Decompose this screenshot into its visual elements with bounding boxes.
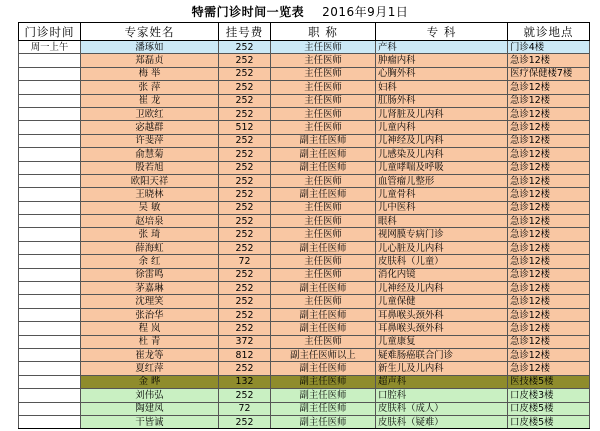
session-time-cell[interactable] [19,415,81,428]
title-cell[interactable]: 主任医师 [271,67,376,80]
expert-name-cell[interactable]: 潘琢如 [81,41,219,54]
fee-cell[interactable]: 72 [219,402,271,415]
table-row [19,308,590,321]
table-row [19,241,590,254]
location-cell[interactable]: 急诊12楼 [508,54,590,67]
expert-name-cell[interactable]: 殷若旭 [81,161,219,174]
location-cell[interactable]: 急诊12楼 [508,322,590,335]
table-row [19,348,590,361]
location-cell[interactable]: 急诊12楼 [508,81,590,94]
fee-cell[interactable]: 252 [219,282,271,295]
fee-cell[interactable]: 252 [219,241,271,254]
sheet-title-main: 特需门诊时间一览表 [191,4,305,19]
specialty-cell[interactable]: 视网膜专病门诊 [376,228,508,241]
table-row [19,107,590,120]
expert-name-cell[interactable]: 茅嘉琳 [81,282,219,295]
location-cell[interactable]: 急诊12楼 [508,107,590,120]
session-time-cell[interactable] [19,81,81,94]
table-row [19,67,590,80]
specialty-cell[interactable]: 儿童康复 [376,335,508,348]
table-row [19,255,590,268]
expert-name-cell[interactable]: 刘伟弘 [81,389,219,402]
expert-name-cell[interactable]: 郑磊贞 [81,54,219,67]
fee-cell[interactable]: 252 [219,54,271,67]
location-cell[interactable]: 急诊12楼 [508,335,590,348]
header-name[interactable]: 专家姓名 [81,23,219,41]
fee-cell[interactable]: 252 [219,215,271,228]
title-cell[interactable]: 副主任医师 [271,362,376,375]
specialty-cell[interactable]: 肿瘤内科 [376,54,508,67]
expert-name-cell[interactable]: 干皆诚 [81,415,219,428]
table-row [19,268,590,281]
header-time[interactable]: 门诊时间 [19,23,81,41]
fee-cell[interactable]: 252 [219,415,271,428]
fee-cell[interactable]: 252 [219,362,271,375]
specialty-cell[interactable]: 疑难肠癌联合门诊 [376,348,508,361]
location-cell[interactable]: 急诊12楼 [508,362,590,375]
expert-name-cell[interactable]: 金 晔 [81,375,219,388]
location-cell[interactable]: 急诊12楼 [508,348,590,361]
session-time-cell[interactable] [19,94,81,107]
expert-name-cell[interactable]: 徐雷鸣 [81,268,219,281]
expert-name-cell[interactable]: 张 萍 [81,81,219,94]
fee-cell[interactable]: 252 [219,134,271,147]
title-cell[interactable]: 副主任医师 [271,241,376,254]
title-cell[interactable]: 主任医师 [271,335,376,348]
title-cell[interactable]: 副主任医师 [271,375,376,388]
fee-cell[interactable]: 252 [219,148,271,161]
fee-cell[interactable]: 252 [219,228,271,241]
location-cell[interactable]: 医技楼5楼 [508,375,590,388]
location-cell[interactable]: 急诊12楼 [508,241,590,254]
specialty-cell[interactable]: 儿神经及儿内科 [376,134,508,147]
expert-name-cell[interactable]: 宓越群 [81,121,219,134]
title-cell[interactable]: 主任医师 [271,107,376,120]
session-time-cell[interactable] [19,67,81,80]
fee-cell[interactable]: 252 [219,174,271,187]
expert-name-cell[interactable]: 沈理笑 [81,295,219,308]
table-row [19,295,590,308]
expert-name-cell[interactable]: 余 红 [81,255,219,268]
specialty-cell[interactable]: 妇科 [376,81,508,94]
fee-cell[interactable]: 812 [219,348,271,361]
fee-cell[interactable]: 372 [219,335,271,348]
fee-cell[interactable]: 252 [219,188,271,201]
session-time-cell[interactable]: 周一上午 [19,41,81,54]
session-time-cell[interactable] [19,188,81,201]
expert-name-cell[interactable]: 夏红萍 [81,362,219,375]
location-cell[interactable]: 医疗保健楼7楼 [508,67,590,80]
session-time-cell[interactable] [19,268,81,281]
title-cell[interactable]: 主任医师 [271,228,376,241]
session-time-cell[interactable] [19,402,81,415]
title-cell[interactable]: 副主任医师 [271,148,376,161]
title-cell[interactable]: 副主任医师 [271,415,376,428]
specialty-cell[interactable]: 口腔科 [376,389,508,402]
header-fee[interactable]: 挂号费 [219,23,271,41]
session-time-cell[interactable] [19,121,81,134]
specialty-cell[interactable]: 儿童内科 [376,121,508,134]
expert-name-cell[interactable]: 薛海虹 [81,241,219,254]
location-cell[interactable]: 急诊12楼 [508,308,590,321]
title-cell[interactable]: 主任医师 [271,94,376,107]
expert-name-cell[interactable]: 梅 举 [81,67,219,80]
session-time-cell[interactable] [19,348,81,361]
expert-name-cell[interactable]: 许斐萍 [81,134,219,147]
expert-name-cell[interactable]: 崔 龙 [81,94,219,107]
specialty-cell[interactable]: 消化内镜 [376,268,508,281]
table-body [19,41,590,429]
fee-cell[interactable]: 252 [219,201,271,214]
specialty-cell[interactable]: 肛肠外科 [376,94,508,107]
specialty-cell[interactable]: 儿童骨科 [376,188,508,201]
title-cell[interactable]: 副主任医师以上 [271,348,376,361]
table-row [19,134,590,147]
expert-name-cell[interactable]: 吴 敏 [81,201,219,214]
table-row [19,121,590,134]
expert-name-cell[interactable]: 欧阳天祥 [81,174,219,187]
session-time-cell[interactable] [19,295,81,308]
table-row [19,228,590,241]
session-time-cell[interactable] [19,134,81,147]
fee-cell[interactable]: 512 [219,121,271,134]
table-header-row [19,23,590,41]
session-time-cell[interactable] [19,335,81,348]
fee-cell[interactable]: 252 [219,41,271,54]
session-time-cell[interactable] [19,228,81,241]
expert-name-cell[interactable]: 俞慧菊 [81,148,219,161]
sheet-title [0,0,600,22]
session-time-cell[interactable] [19,201,81,214]
specialty-cell[interactable]: 新生儿及儿内科 [376,362,508,375]
fee-cell[interactable]: 252 [219,94,271,107]
fee-cell[interactable]: 72 [219,255,271,268]
table-row [19,161,590,174]
specialty-cell[interactable]: 儿中医科 [376,201,508,214]
specialty-cell[interactable]: 眼科 [376,215,508,228]
location-cell[interactable]: 急诊12楼 [508,174,590,187]
location-cell[interactable]: 急诊12楼 [508,282,590,295]
table-row [19,215,590,228]
location-cell[interactable]: 急诊12楼 [508,121,590,134]
table-row [19,94,590,107]
table-row [19,148,590,161]
title-cell[interactable]: 副主任医师 [271,282,376,295]
table-row [19,402,590,415]
expert-name-cell[interactable]: 张治华 [81,308,219,321]
title-cell[interactable]: 副主任医师 [271,322,376,335]
title-cell[interactable]: 主任医师 [271,54,376,67]
session-time-cell[interactable] [19,375,81,388]
table-row [19,201,590,214]
specialty-cell[interactable]: 心胸外科 [376,67,508,80]
session-time-cell[interactable] [19,174,81,187]
location-cell[interactable]: 急诊12楼 [508,295,590,308]
expert-name-cell[interactable]: 程 岚 [81,322,219,335]
table-row [19,54,590,67]
location-cell[interactable]: 急诊12楼 [508,215,590,228]
fee-cell[interactable]: 252 [219,322,271,335]
expert-name-cell[interactable]: 王晓林 [81,188,219,201]
table-row [19,362,590,375]
session-time-cell[interactable] [19,54,81,67]
session-time-cell[interactable] [19,322,81,335]
fee-cell[interactable]: 252 [219,107,271,120]
session-time-cell[interactable] [19,308,81,321]
session-time-cell[interactable] [19,107,81,120]
session-time-cell[interactable] [19,389,81,402]
session-time-cell[interactable] [19,148,81,161]
fee-cell[interactable]: 252 [219,295,271,308]
title-cell[interactable]: 主任医师 [271,81,376,94]
location-cell[interactable]: 急诊12楼 [508,188,590,201]
table-row [19,322,590,335]
schedule-table [18,22,590,429]
specialty-cell[interactable]: 儿心脏及儿内科 [376,241,508,254]
location-cell[interactable]: 急诊12楼 [508,161,590,174]
title-cell[interactable]: 主任医师 [271,295,376,308]
location-cell[interactable]: 急诊12楼 [508,201,590,214]
header-location[interactable]: 就诊地点 [508,23,590,41]
specialty-cell[interactable]: 血管瘤儿整形 [376,174,508,187]
session-time-cell[interactable] [19,161,81,174]
fee-cell[interactable]: 252 [219,81,271,94]
location-cell[interactable]: 急诊12楼 [508,255,590,268]
table-row [19,188,590,201]
specialty-cell[interactable]: 儿童哮喘及呼吸 [376,161,508,174]
title-cell[interactable]: 主任医师 [271,215,376,228]
specialty-cell[interactable]: 皮肤科（儿童） [376,255,508,268]
expert-name-cell[interactable]: 张 琦 [81,228,219,241]
fee-cell[interactable]: 132 [219,375,271,388]
specialty-cell[interactable]: 皮肤科（成人） [376,402,508,415]
location-cell[interactable]: 口皮楼5楼 [508,402,590,415]
session-time-cell[interactable] [19,282,81,295]
specialty-cell[interactable]: 耳鼻喉头颈外科 [376,322,508,335]
specialty-cell[interactable]: 儿神经及儿内科 [376,282,508,295]
title-cell[interactable]: 副主任医师 [271,188,376,201]
title-cell[interactable]: 主任医师 [271,201,376,214]
specialty-cell[interactable]: 儿肾脏及儿内科 [376,107,508,120]
fee-cell[interactable]: 252 [219,268,271,281]
sheet-title-date: 2016年9月1日 [322,4,409,19]
title-cell[interactable]: 主任医师 [271,121,376,134]
location-cell[interactable]: 急诊12楼 [508,228,590,241]
expert-name-cell[interactable]: 杜 青 [81,335,219,348]
fee-cell[interactable]: 252 [219,67,271,80]
title-cell[interactable]: 副主任医师 [271,389,376,402]
location-cell[interactable]: 门诊4楼 [508,41,590,54]
expert-name-cell[interactable]: 陶建凤 [81,402,219,415]
title-cell[interactable]: 主任医师 [271,41,376,54]
table-row [19,282,590,295]
session-time-cell[interactable] [19,215,81,228]
table-row [19,174,590,187]
title-cell[interactable]: 副主任医师 [271,402,376,415]
table-row [19,375,590,388]
session-time-cell[interactable] [19,241,81,254]
location-cell[interactable]: 急诊12楼 [508,94,590,107]
fee-cell[interactable]: 252 [219,389,271,402]
header-specialty[interactable]: 专 科 [376,23,508,41]
specialty-cell[interactable]: 儿童保健 [376,295,508,308]
table-row [19,389,590,402]
title-cell[interactable]: 主任医师 [271,174,376,187]
title-cell[interactable]: 主任医师 [271,255,376,268]
fee-cell[interactable]: 252 [219,161,271,174]
expert-name-cell[interactable]: 赵培泉 [81,215,219,228]
location-cell[interactable]: 急诊12楼 [508,134,590,147]
fee-cell[interactable]: 252 [219,308,271,321]
header-title[interactable]: 职 称 [271,23,376,41]
table-row [19,81,590,94]
location-cell[interactable]: 口皮楼5楼 [508,415,590,428]
location-cell[interactable]: 口皮楼3楼 [508,389,590,402]
specialty-cell[interactable]: 产科 [376,41,508,54]
specialty-cell[interactable]: 儿感染及儿内科 [376,148,508,161]
title-cell[interactable]: 副主任医师 [271,134,376,147]
session-time-cell[interactable] [19,255,81,268]
location-cell[interactable]: 急诊12楼 [508,268,590,281]
session-time-cell[interactable] [19,362,81,375]
table-row [19,415,590,428]
specialty-cell[interactable]: 耳鼻喉头颈外科 [376,308,508,321]
title-cell[interactable]: 主任医师 [271,268,376,281]
expert-name-cell[interactable]: 卫欧红 [81,107,219,120]
table-row [19,41,590,54]
specialty-cell[interactable]: 超声科 [376,375,508,388]
expert-name-cell[interactable]: 崔龙等 [81,348,219,361]
title-cell[interactable]: 副主任医师 [271,161,376,174]
title-cell[interactable]: 副主任医师 [271,308,376,321]
specialty-cell[interactable]: 皮肤科（疑难） [376,415,508,428]
location-cell[interactable]: 急诊12楼 [508,148,590,161]
table-row [19,335,590,348]
